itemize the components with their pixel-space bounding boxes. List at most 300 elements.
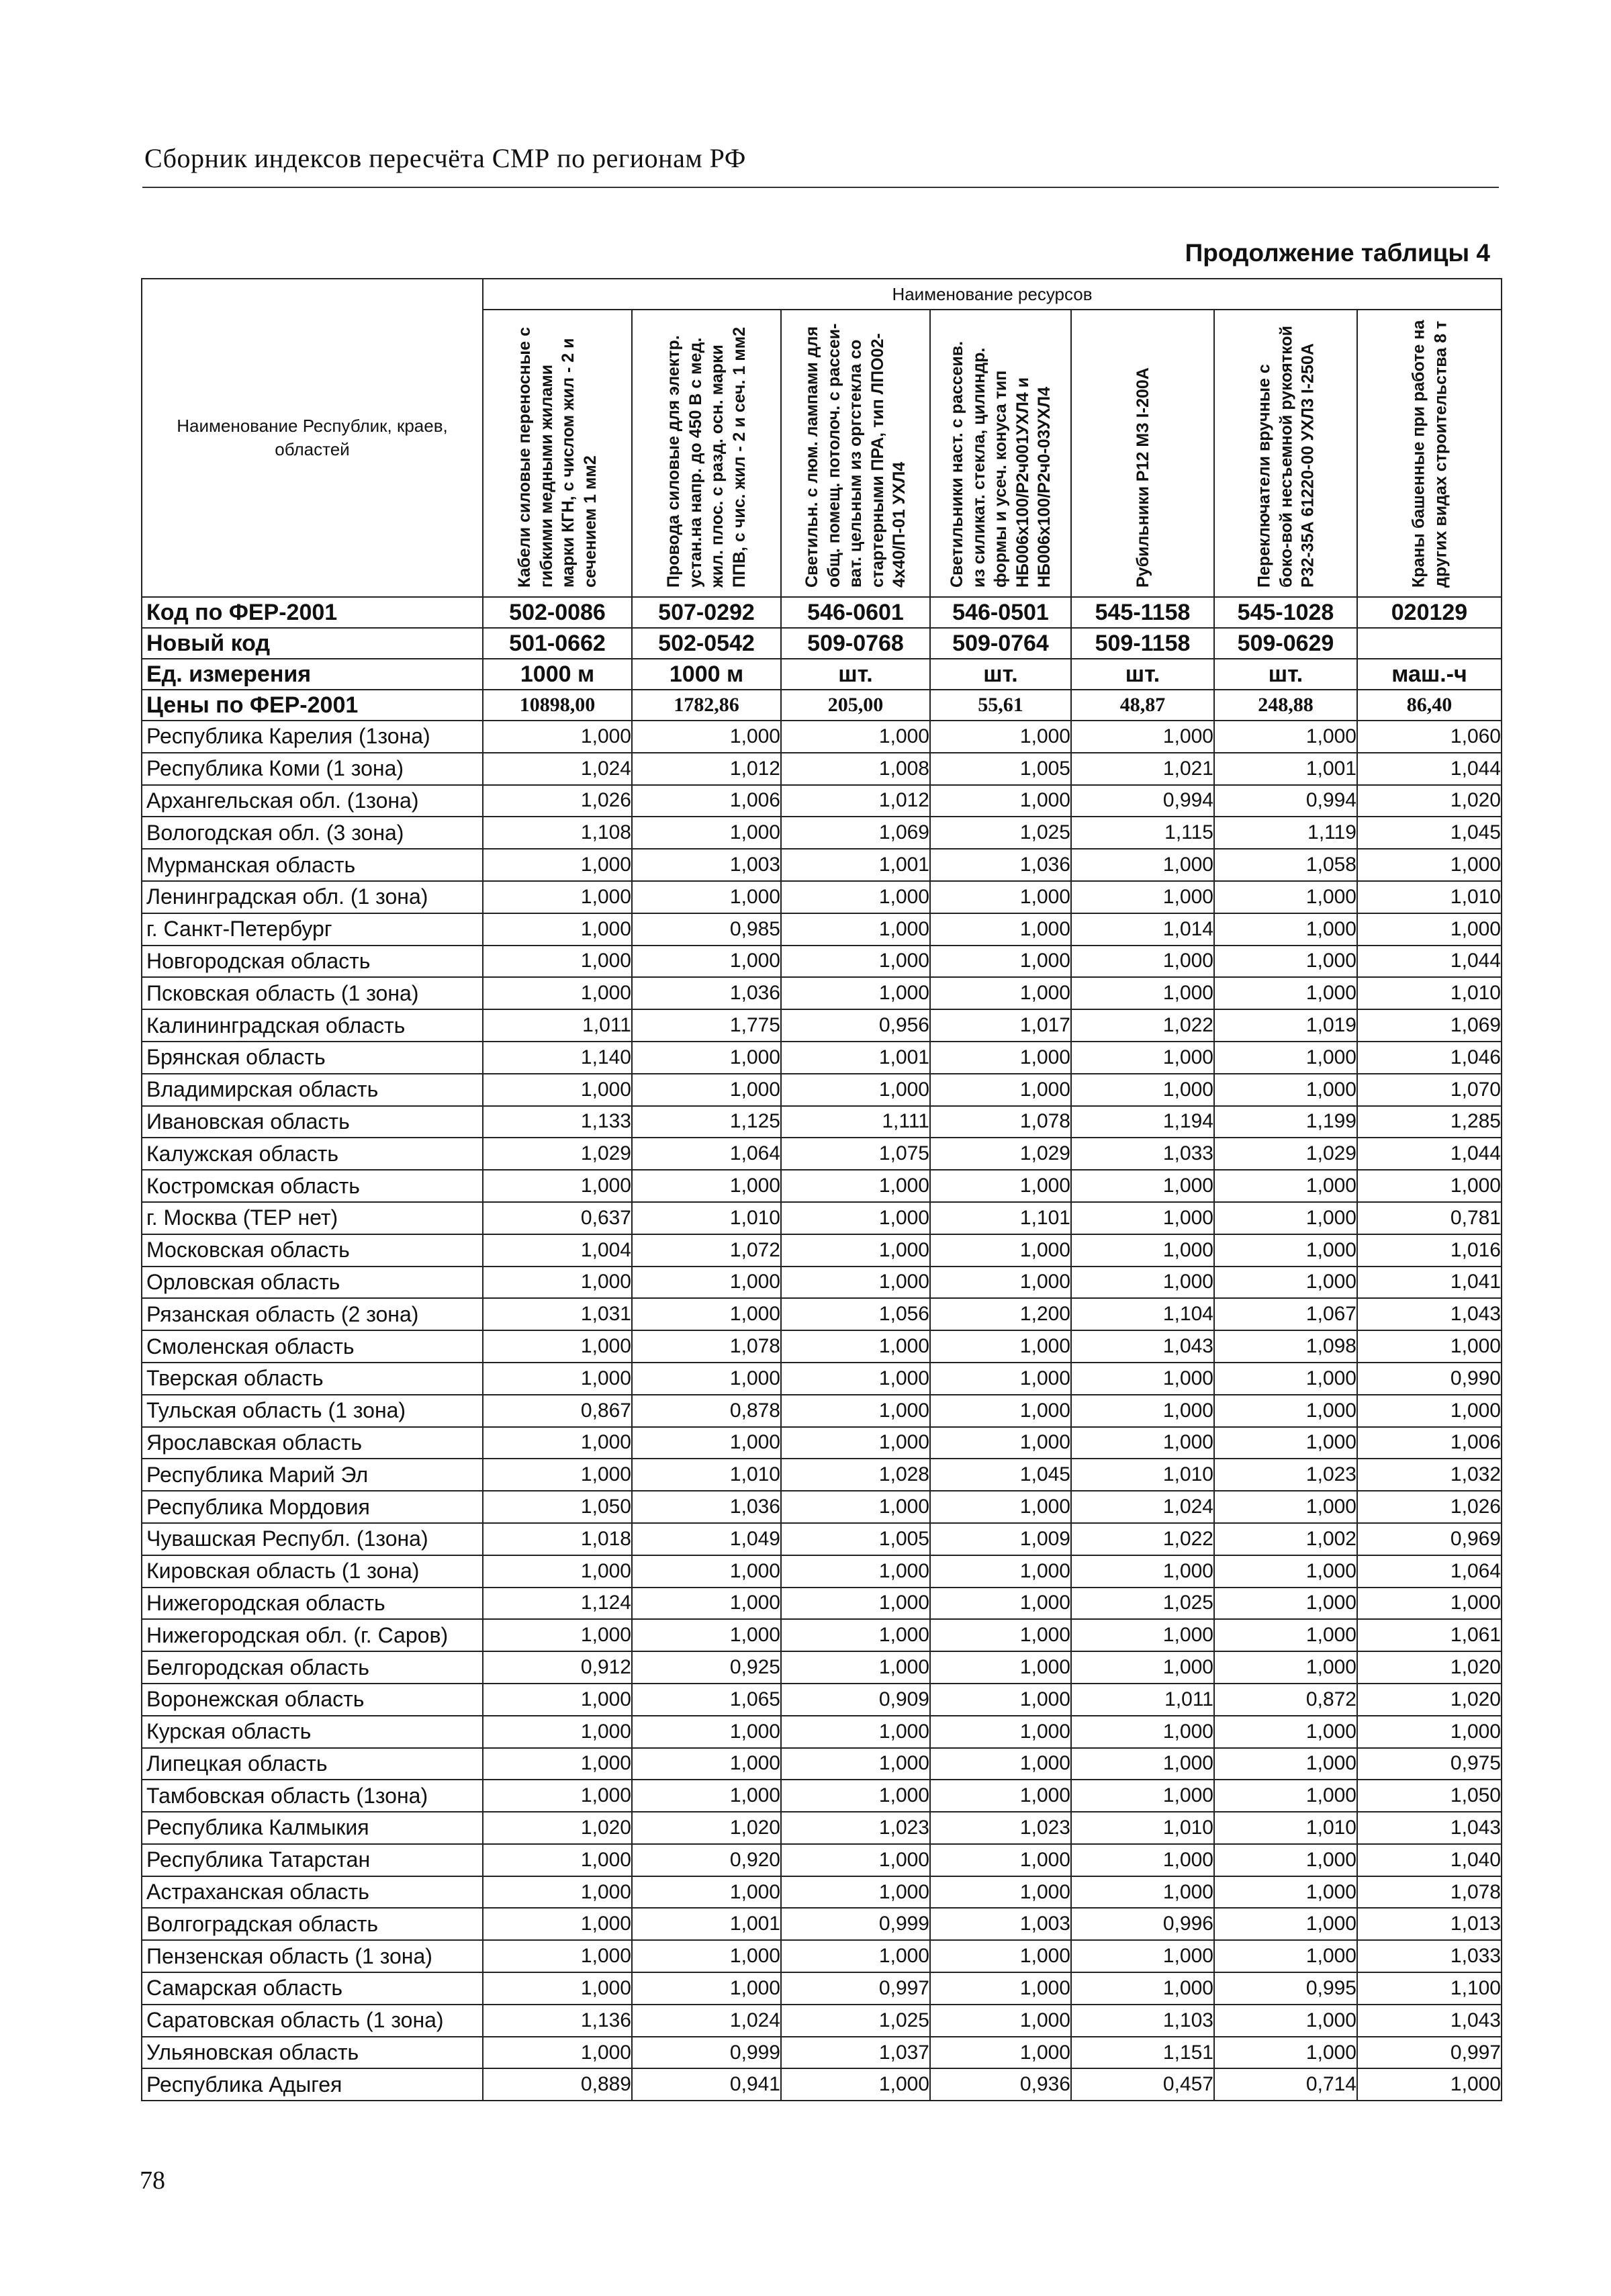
index-value: 1,000: [781, 913, 930, 946]
unit-row: [142, 659, 1502, 690]
index-value: 1,000: [483, 849, 632, 881]
region-name: Ульяновская область: [142, 2037, 483, 2069]
index-value: 1,000: [930, 913, 1071, 946]
table-row: [142, 1491, 1502, 1523]
index-value: 1,000: [1214, 1588, 1357, 1620]
table-continuation-caption: Продолжение таблицы 4: [1185, 239, 1490, 267]
cell: шт.: [781, 659, 930, 690]
index-value: 1,104: [1071, 1298, 1214, 1330]
index-value: 0,925: [632, 1651, 781, 1684]
index-value: 1,101: [930, 1202, 1071, 1234]
index-value: 1,000: [781, 1555, 930, 1588]
page-header-title: Сборник индексов пересчёта СМР по регионам РФ: [144, 143, 746, 173]
table-row: [142, 1234, 1502, 1267]
region-name: Ярославская область: [142, 1427, 483, 1459]
region-name: Чувашская Республ. (1зона): [142, 1523, 483, 1555]
index-value: 1,000: [632, 1588, 781, 1620]
index-value: 1,125: [632, 1106, 781, 1138]
index-value: 1,000: [632, 1363, 781, 1395]
index-value: 1,000: [1214, 881, 1357, 913]
table-row: [142, 1138, 1502, 1170]
index-value: 1,000: [1214, 913, 1357, 946]
index-value: 1,000: [483, 1170, 632, 1202]
table-row: [142, 849, 1502, 881]
column-header: Светильн. с люм. лампами для общ. помещ. потолоч. с рассеи-ват. цельным из оргстекла со стартерными ПРА, тип ЛПО02-4х40/П-01 УХЛ4: [781, 310, 930, 597]
index-value: 1,000: [930, 2005, 1071, 2037]
index-value: 1,000: [483, 913, 632, 946]
region-name: г. Санкт-Петербург: [142, 913, 483, 946]
index-value: 1,000: [632, 1042, 781, 1074]
cell: 020129: [1357, 597, 1502, 628]
index-value: 1,000: [1214, 1651, 1357, 1684]
index-value: 1,001: [781, 1042, 930, 1074]
index-value: 1,000: [930, 1972, 1071, 2005]
index-value: 0,867: [483, 1395, 632, 1427]
index-value: 1,011: [483, 1009, 632, 1042]
index-value: 1,000: [632, 946, 781, 978]
index-value: 1,000: [781, 1427, 930, 1459]
index-value: 1,026: [483, 785, 632, 817]
index-value: 1,000: [1071, 1427, 1214, 1459]
cell: 546-0601: [781, 597, 930, 628]
index-value: 1,000: [1357, 1588, 1502, 1620]
table-row: [142, 1267, 1502, 1299]
index-value: 1,020: [1357, 1684, 1502, 1716]
index-value: 1,000: [632, 1619, 781, 1651]
index-value: 1,000: [483, 1459, 632, 1491]
index-value: 1,023: [930, 1812, 1071, 1844]
index-value: 1,000: [483, 1876, 632, 1909]
table-row: [142, 1748, 1502, 1780]
index-value: 1,000: [781, 1074, 930, 1106]
index-value: 1,044: [1357, 1138, 1502, 1170]
index-value: 1,000: [781, 1234, 930, 1267]
index-value: 1,067: [1214, 1298, 1357, 1330]
index-value: 1,064: [632, 1138, 781, 1170]
index-value: 1,194: [1071, 1106, 1214, 1138]
region-name: Мурманская область: [142, 849, 483, 881]
table-row: [142, 2005, 1502, 2037]
index-value: 1,078: [930, 1106, 1071, 1138]
index-value: 1,000: [632, 881, 781, 913]
index-value: 1,000: [781, 1491, 930, 1523]
index-value: 1,000: [1214, 1619, 1357, 1651]
index-value: 1,036: [632, 977, 781, 1009]
table-row: [142, 1812, 1502, 1844]
table-row: [142, 1330, 1502, 1363]
index-value: 1,000: [483, 721, 632, 753]
index-value: 1,000: [632, 1074, 781, 1106]
index-value: 1,008: [781, 753, 930, 785]
table-row: [142, 1427, 1502, 1459]
region-name: Волгоградская область: [142, 1908, 483, 1940]
index-value: 1,124: [483, 1588, 632, 1620]
index-value: 0,956: [781, 1009, 930, 1042]
index-value: 1,000: [1071, 1170, 1214, 1202]
index-value: 1,000: [930, 1651, 1071, 1684]
index-value: 0,994: [1071, 785, 1214, 817]
index-value: 1,019: [1214, 1009, 1357, 1042]
index-value: 1,000: [930, 1876, 1071, 1909]
index-value: 1,000: [1071, 1940, 1214, 1972]
row-label: Новый код: [142, 628, 483, 659]
row-label: Цены по ФЕР-2001: [142, 690, 483, 721]
cell: 205,00: [781, 690, 930, 721]
index-value: 0,969: [1357, 1523, 1502, 1555]
index-value: 1,000: [1214, 1395, 1357, 1427]
index-value: 1,000: [632, 1748, 781, 1780]
region-name: Тамбовская область (1зона): [142, 1780, 483, 1812]
table-row: [142, 721, 1502, 753]
index-value: 1,006: [1357, 1427, 1502, 1459]
index-value: 1,000: [781, 1588, 930, 1620]
table-row: [142, 1170, 1502, 1202]
index-value: 1,100: [1357, 1972, 1502, 2005]
index-value: 0,936: [930, 2068, 1071, 2101]
cell: 248,88: [1214, 690, 1357, 721]
index-value: 1,005: [930, 753, 1071, 785]
index-value: 0,995: [1214, 1972, 1357, 2005]
index-value: 1,000: [930, 785, 1071, 817]
index-value: 1,000: [1214, 1748, 1357, 1780]
index-value: 0,781: [1357, 1202, 1502, 1234]
index-value: 1,000: [1071, 1619, 1214, 1651]
region-name: Республика Коми (1 зона): [142, 753, 483, 785]
table-row: [142, 977, 1502, 1009]
index-value: 1,000: [483, 977, 632, 1009]
cell: шт.: [930, 659, 1071, 690]
index-value: 1,000: [1071, 1972, 1214, 2005]
index-value: 0,912: [483, 1651, 632, 1684]
index-value: 1,108: [483, 817, 632, 849]
cell: [1357, 628, 1502, 659]
table-row: [142, 817, 1502, 849]
cell: 55,61: [930, 690, 1071, 721]
index-value: 1,000: [930, 1427, 1071, 1459]
index-value: 1,044: [1357, 946, 1502, 978]
index-value: 1,000: [781, 721, 930, 753]
index-value: 1,000: [781, 946, 930, 978]
index-value: 1,000: [483, 1427, 632, 1459]
index-value: 1,065: [632, 1684, 781, 1716]
index-value: 1,000: [1071, 1555, 1214, 1588]
cell: 509-0764: [930, 628, 1071, 659]
index-value: 1,020: [632, 1812, 781, 1844]
region-name: Пензенская область (1 зона): [142, 1940, 483, 1972]
index-value: 1,024: [483, 753, 632, 785]
table-row: [142, 753, 1502, 785]
index-value: 1,023: [1214, 1459, 1357, 1491]
index-value: 1,000: [632, 1940, 781, 1972]
index-value: 1,000: [1071, 1748, 1214, 1780]
index-value: 0,909: [781, 1684, 930, 1716]
index-value: 1,000: [1357, 2068, 1502, 2101]
table-row: [142, 881, 1502, 913]
index-value: 1,000: [1214, 1716, 1357, 1748]
table-row: [142, 1042, 1502, 1074]
index-value: 1,000: [1214, 1427, 1357, 1459]
index-value: 1,000: [1357, 1716, 1502, 1748]
index-value: 1,031: [483, 1298, 632, 1330]
index-value: 1,069: [781, 817, 930, 849]
region-name: Республика Калмыкия: [142, 1812, 483, 1844]
region-name: Саратовская область (1 зона): [142, 2005, 483, 2037]
cell: 502-0086: [483, 597, 632, 628]
cell: 546-0501: [930, 597, 1071, 628]
region-name: Калужская область: [142, 1138, 483, 1170]
table-row: [142, 1395, 1502, 1427]
table-row: [142, 1876, 1502, 1909]
index-value: 1,069: [1357, 1009, 1502, 1042]
index-value: 1,000: [930, 1395, 1071, 1427]
cell: 545-1028: [1214, 597, 1357, 628]
index-value: 1,024: [632, 2005, 781, 2037]
index-value: 1,004: [483, 1234, 632, 1267]
index-value: 1,010: [1357, 977, 1502, 1009]
index-value: 1,000: [1214, 1780, 1357, 1812]
index-value: 1,000: [930, 1555, 1071, 1588]
cell: шт.: [1071, 659, 1214, 690]
cell: 48,87: [1071, 690, 1214, 721]
index-value: 1,000: [930, 1267, 1071, 1299]
index-value: 1,000: [483, 946, 632, 978]
index-value: 1,000: [930, 1234, 1071, 1267]
index-value: 1,046: [1357, 1042, 1502, 1074]
index-value: 1,022: [1071, 1523, 1214, 1555]
index-value: 1,005: [781, 1523, 930, 1555]
index-value: 1,000: [483, 1780, 632, 1812]
region-name: Курская область: [142, 1716, 483, 1748]
index-value: 1,070: [1357, 1074, 1502, 1106]
index-value: 1,000: [781, 1876, 930, 1909]
index-value: 1,000: [930, 881, 1071, 913]
index-value: 0,975: [1357, 1748, 1502, 1780]
index-value: 1,078: [1357, 1876, 1502, 1909]
table-row: [142, 1009, 1502, 1042]
cell: 509-0629: [1214, 628, 1357, 659]
index-value: 1,000: [1214, 1491, 1357, 1523]
index-value: 1,029: [930, 1138, 1071, 1170]
region-name: Рязанская область (2 зона): [142, 1298, 483, 1330]
cell: 1000 м: [632, 659, 781, 690]
index-value: 1,078: [632, 1330, 781, 1363]
index-value: 1,775: [632, 1009, 781, 1042]
index-value: 1,000: [930, 1716, 1071, 1748]
table-row: [142, 1459, 1502, 1491]
region-name: Нижегородская область: [142, 1588, 483, 1620]
index-value: 1,000: [1214, 1844, 1357, 1876]
index-value: 1,000: [930, 946, 1071, 978]
index-value: 1,025: [781, 2005, 930, 2037]
index-value: 1,012: [632, 753, 781, 785]
index-value: 1,000: [781, 1748, 930, 1780]
index-value: 1,020: [1357, 785, 1502, 817]
index-value: 0,457: [1071, 2068, 1214, 2101]
index-value: 1,000: [781, 1844, 930, 1876]
index-value: 1,000: [930, 1042, 1071, 1074]
index-value: 1,000: [781, 977, 930, 1009]
index-value: 1,000: [1071, 946, 1214, 978]
index-value: 1,285: [1357, 1106, 1502, 1138]
index-value: 1,050: [483, 1491, 632, 1523]
index-value: 1,000: [1357, 1170, 1502, 1202]
index-value: 0,997: [781, 1972, 930, 2005]
index-value: 1,043: [1357, 1812, 1502, 1844]
column-header: Рубильники Р12 МЗ I-200А: [1071, 310, 1214, 597]
index-value: 1,033: [1357, 1940, 1502, 1972]
region-name: Орловская область: [142, 1267, 483, 1299]
index-value: 1,000: [930, 2037, 1071, 2069]
index-value: 1,026: [1357, 1491, 1502, 1523]
index-value: 1,000: [1214, 1074, 1357, 1106]
index-value: 1,000: [483, 1748, 632, 1780]
region-name: Липецкая область: [142, 1748, 483, 1780]
index-value: 1,136: [483, 2005, 632, 2037]
index-value: 1,045: [930, 1459, 1071, 1491]
index-value: 1,000: [930, 1074, 1071, 1106]
region-rows: [142, 721, 1502, 2101]
index-value: 0,878: [632, 1395, 781, 1427]
index-value: 1,037: [781, 2037, 930, 2069]
region-name: Костромская область: [142, 1170, 483, 1202]
row-label: Ед. измерения: [142, 659, 483, 690]
index-value: 1,010: [632, 1459, 781, 1491]
index-value: 1,010: [632, 1202, 781, 1234]
table-row: [142, 1588, 1502, 1620]
index-value: 1,140: [483, 1042, 632, 1074]
index-value: 1,000: [483, 1363, 632, 1395]
index-value: 1,000: [1071, 721, 1214, 753]
index-value: 1,000: [632, 1267, 781, 1299]
index-value: 1,064: [1357, 1555, 1502, 1588]
column-header: Светильники наст. с рассеив. из силикат. стекла, цилиндр. формы и усеч. конуса тип НБ006х100/Р2ч001УХЛ4 и НБ006х100/Р2ч0-03УХЛ4: [930, 310, 1071, 597]
index-value: 1,000: [632, 817, 781, 849]
index-value: 1,000: [483, 1844, 632, 1876]
index-value: 1,000: [1071, 1780, 1214, 1812]
index-value: 1,000: [930, 1588, 1071, 1620]
index-value: 1,000: [1214, 2005, 1357, 2037]
price-row: [142, 690, 1502, 721]
index-value: 1,024: [1071, 1491, 1214, 1523]
index-value: 1,199: [1214, 1106, 1357, 1138]
index-value: 0,999: [632, 2037, 781, 2069]
index-value: 1,119: [1214, 817, 1357, 849]
index-value: 1,000: [1071, 1363, 1214, 1395]
index-value: 1,000: [483, 1555, 632, 1588]
index-value: 0,997: [1357, 2037, 1502, 2069]
index-value: 1,000: [930, 1170, 1071, 1202]
index-value: 1,000: [1214, 1555, 1357, 1588]
index-value: 1,000: [1214, 1940, 1357, 1972]
index-value: 1,010: [1071, 1459, 1214, 1491]
index-value: 1,001: [1214, 753, 1357, 785]
index-value: 1,041: [1357, 1267, 1502, 1299]
index-value: 1,000: [930, 1780, 1071, 1812]
row-label: Код по ФЕР-2001: [142, 597, 483, 628]
table-row: [142, 1684, 1502, 1716]
index-value: 1,020: [1357, 1651, 1502, 1684]
index-value: 1,000: [483, 2037, 632, 2069]
index-value: 1,044: [1357, 753, 1502, 785]
column-header: Кабели силовые переносные с гибкими медными жилами марки КГН, с числом жил - 2 и сечением 1 мм2: [483, 310, 632, 597]
index-value: 1,000: [1071, 1074, 1214, 1106]
index-value: 1,000: [1071, 1651, 1214, 1684]
region-name: Новгородская область: [142, 946, 483, 978]
cell: 509-0768: [781, 628, 930, 659]
index-value: 1,000: [483, 1619, 632, 1651]
index-value: 1,000: [781, 881, 930, 913]
table-row: [142, 2037, 1502, 2069]
index-value: 1,000: [632, 1427, 781, 1459]
index-value: 1,000: [930, 721, 1071, 753]
index-value: 1,000: [632, 1876, 781, 1909]
index-value: 0,999: [781, 1908, 930, 1940]
index-value: 1,000: [930, 1940, 1071, 1972]
index-value: 1,021: [1071, 753, 1214, 785]
index-value: 0,985: [632, 913, 781, 946]
index-value: 1,000: [483, 1716, 632, 1748]
index-value: 1,009: [930, 1523, 1071, 1555]
index-value: 1,000: [632, 1972, 781, 2005]
table-row: [142, 1780, 1502, 1812]
table-row: [142, 1074, 1502, 1106]
index-value: 1,043: [1357, 1298, 1502, 1330]
table-row: [142, 913, 1502, 946]
table-row: [142, 2068, 1502, 2101]
column-header: Переключатели вручные с боко-вой несъемной рукояткой Р32-35А 61220-00 УХЛ3 I-250А: [1214, 310, 1357, 597]
region-name: Смоленская область: [142, 1330, 483, 1363]
cell: 502-0542: [632, 628, 781, 659]
new-code-row: [142, 628, 1502, 659]
index-value: 1,000: [781, 1330, 930, 1363]
index-value: 0,889: [483, 2068, 632, 2101]
index-value: 1,000: [1071, 1234, 1214, 1267]
index-value: 1,032: [1357, 1459, 1502, 1491]
index-value: 1,000: [1071, 1844, 1214, 1876]
index-value: 1,025: [930, 817, 1071, 849]
index-value: 0,941: [632, 2068, 781, 2101]
table-row: [142, 1523, 1502, 1555]
index-value: 0,990: [1357, 1363, 1502, 1395]
index-value: 0,920: [632, 1844, 781, 1876]
region-name: Ленинградская обл. (1 зона): [142, 881, 483, 913]
index-value: 1,014: [1071, 913, 1214, 946]
region-name: Республика Адыгея: [142, 2068, 483, 2101]
table-row: [142, 946, 1502, 978]
index-value: 1,000: [1214, 1267, 1357, 1299]
index-value: 1,058: [1214, 849, 1357, 881]
index-value: 1,012: [781, 785, 930, 817]
index-value: 1,115: [1071, 817, 1214, 849]
index-value: 1,000: [781, 1651, 930, 1684]
index-value: 1,000: [1214, 1363, 1357, 1395]
index-value: 1,000: [1214, 1876, 1357, 1909]
index-value: 1,043: [1071, 1330, 1214, 1363]
index-value: 1,000: [1071, 1876, 1214, 1909]
index-value: 1,001: [632, 1908, 781, 1940]
region-name: Тверская область: [142, 1363, 483, 1395]
table-row: [142, 1716, 1502, 1748]
index-value: 1,001: [781, 849, 930, 881]
region-name: Тульская область (1 зона): [142, 1395, 483, 1427]
index-value: 1,003: [930, 1908, 1071, 1940]
column-header: Провода силовые для электр. устан.на напр. до 450 В с мед. жил. плос. с разд. осн. марки ППВ, с чис. жил - 2 и сеч. 1 мм2: [632, 310, 781, 597]
index-value: 1,000: [1071, 1202, 1214, 1234]
index-value: 1,000: [781, 1170, 930, 1202]
page-number: 78: [140, 2166, 165, 2195]
index-value: 1,000: [483, 1074, 632, 1106]
index-value: 1,028: [781, 1459, 930, 1491]
